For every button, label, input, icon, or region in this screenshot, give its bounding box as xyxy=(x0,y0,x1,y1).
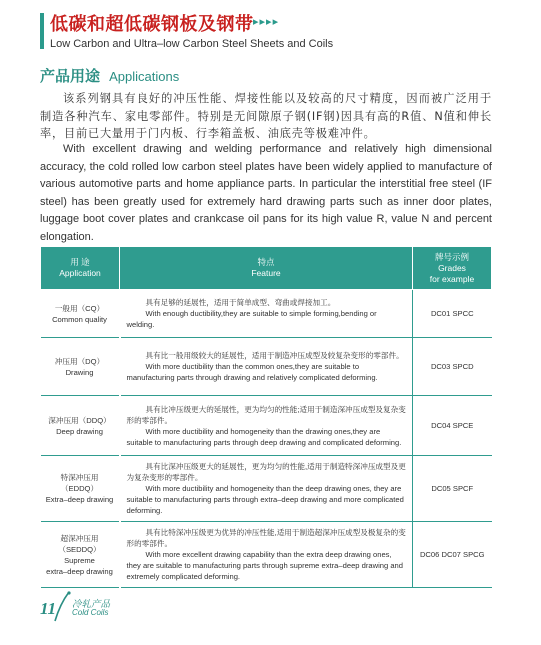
table-row xyxy=(41,290,492,338)
header-grades-cn: 牌号示例 xyxy=(434,251,469,262)
feature-cn: 具有比深冲压级更大的延展性，更为均匀的性能,适用于制造特深冲压成型及更为复杂变形的零部件。 xyxy=(126,462,406,482)
feature-cell xyxy=(120,456,413,522)
feature-en: With more ductibility than the common ones,they are suitable to manufacturing parts through drawing and relatively complicated deforming. xyxy=(126,362,378,382)
section-heading xyxy=(40,65,179,86)
footer-label-en: Cold Coils xyxy=(72,608,109,617)
application-cell xyxy=(41,522,120,588)
grades-cell: DC03 SPCD xyxy=(413,338,492,396)
page-number: 11 xyxy=(40,599,57,618)
feature-cell xyxy=(120,338,413,396)
application-code: （EDDQ） xyxy=(60,484,99,493)
application-cell xyxy=(41,338,120,396)
feature-en: With more ductibility and homogeneity than the deep drawing ones, they are suitable to manufacturing parts through extra–deep drawing and more complicated deforming. xyxy=(126,484,404,515)
header-feature-en: Feature xyxy=(251,268,281,278)
header-application xyxy=(41,247,120,290)
application-en-2: extra–deep drawing xyxy=(46,566,113,576)
feature-cn: 具有比冲压级更大的延展性，更为均匀的性能;适用于制造深冲压成型及复杂变形的零部件。 xyxy=(126,404,406,425)
grades-cell: DC01 SPCC xyxy=(413,290,492,338)
title-arrow-icons: ▸▸▸▸ xyxy=(253,15,280,28)
feature-en: With more ductibility and homogeneity than the drawing ones,they are suitable to manufacturing parts through deep drawing and complicated deforming. xyxy=(126,426,402,447)
feature-cn: 具有足够的延展性，适用于简单成型、弯曲或焊接加工。 xyxy=(145,298,336,307)
header-grades-en-2: for example xyxy=(429,273,475,284)
header-application-cn: 用 途 xyxy=(70,257,90,267)
application-en: Deep drawing xyxy=(56,426,103,436)
feature-en: With more excellent drawing capability than the extra deep drawing ones, they are suitable to manufacturing parts through supreme extra–deep drawing and extremely complicated deforming. xyxy=(126,550,403,581)
header-feature-cn: 特点 xyxy=(257,257,275,267)
application-cn: 超深冲压用 xyxy=(60,533,99,543)
application-en: Extra–deep drawing xyxy=(45,495,114,504)
footer-label-cn: 冷轧产品 xyxy=(72,599,111,610)
table-row xyxy=(41,522,492,588)
table-header-row xyxy=(41,247,492,290)
application-cell xyxy=(41,290,120,338)
application-en: Drawing xyxy=(65,367,94,377)
application-cn: 一般用（CQ） xyxy=(54,303,105,313)
table-row xyxy=(41,396,492,456)
grades-cell: DC04 SPCE xyxy=(413,396,492,456)
applications-table xyxy=(40,246,492,588)
section-title-cn: 产品用途 xyxy=(40,67,101,85)
grades-cell: DC06 DC07 SPCG xyxy=(413,522,492,588)
application-code: （SEDDQ） xyxy=(58,544,101,554)
title-accent-bar xyxy=(40,13,44,49)
table-row xyxy=(41,338,492,396)
intro-paragraph-cn: 该系列钢具有良好的冲压性能、焊接性能以及较高的尺寸精度，因而被广泛用于制造各种汽车、家电零部件。特别是无间隙原子钢(IF钢)因具有高的R值、N值和伸长率，目前已大量用于门内板、行李箱盖板、油底壳等极难冲件。 xyxy=(40,92,492,140)
application-cn: 深冲压用（DDQ） xyxy=(48,415,111,425)
feature-cn: 具有比一般用级较大的延展性，适用于制造冲压成型及较复杂变形的零部件。 xyxy=(145,351,404,360)
application-en: Common quality xyxy=(52,314,107,324)
feature-cell xyxy=(120,522,413,588)
application-en: Supreme xyxy=(64,555,95,565)
table-row xyxy=(41,456,492,522)
page-title-cn: 低碳和超低碳钢板及钢带 xyxy=(50,14,254,35)
grades-cell: DC05 SPCF xyxy=(413,456,492,522)
header-feature xyxy=(120,247,413,290)
feature-cell xyxy=(120,290,413,338)
application-cn: 特深冲压用 xyxy=(60,473,99,482)
application-cn: 冲压用（DQ） xyxy=(54,356,105,366)
feature-cn: 具有比特深冲压级更为优异的冲压性能,适用于制造超深冲压成型及极复杂的变形的零部件。 xyxy=(126,528,406,548)
feature-en: With enough ductibility,they are suitable to simple forming,bending or welding. xyxy=(126,309,377,329)
page-divider-icon xyxy=(51,590,73,622)
application-cell xyxy=(41,396,120,456)
header-grades xyxy=(413,247,492,290)
header-application-en: Application xyxy=(59,268,101,278)
section-title-en: Applications xyxy=(109,69,180,84)
feature-cell xyxy=(120,396,413,456)
application-cell xyxy=(41,456,120,522)
intro-paragraph-en: With excellent drawing and welding performance and relatively high dimensional accuracy, the cold rolled low carbon steel plates have been widely applied to manufacture of various automotive parts and home appliance parts. In particular the interstitial free steel (IF steel) has been greatly used for extremely hard drawing parts such as inner door plates, luggage boot cover plates and crankcase oil pans for its high value R, value N and percent elongation. xyxy=(40,143,492,243)
header-grades-en: Grades xyxy=(438,262,466,273)
page-title-en: Low Carbon and Ultra–low Carbon Steel Sheets and Coils xyxy=(50,38,334,50)
